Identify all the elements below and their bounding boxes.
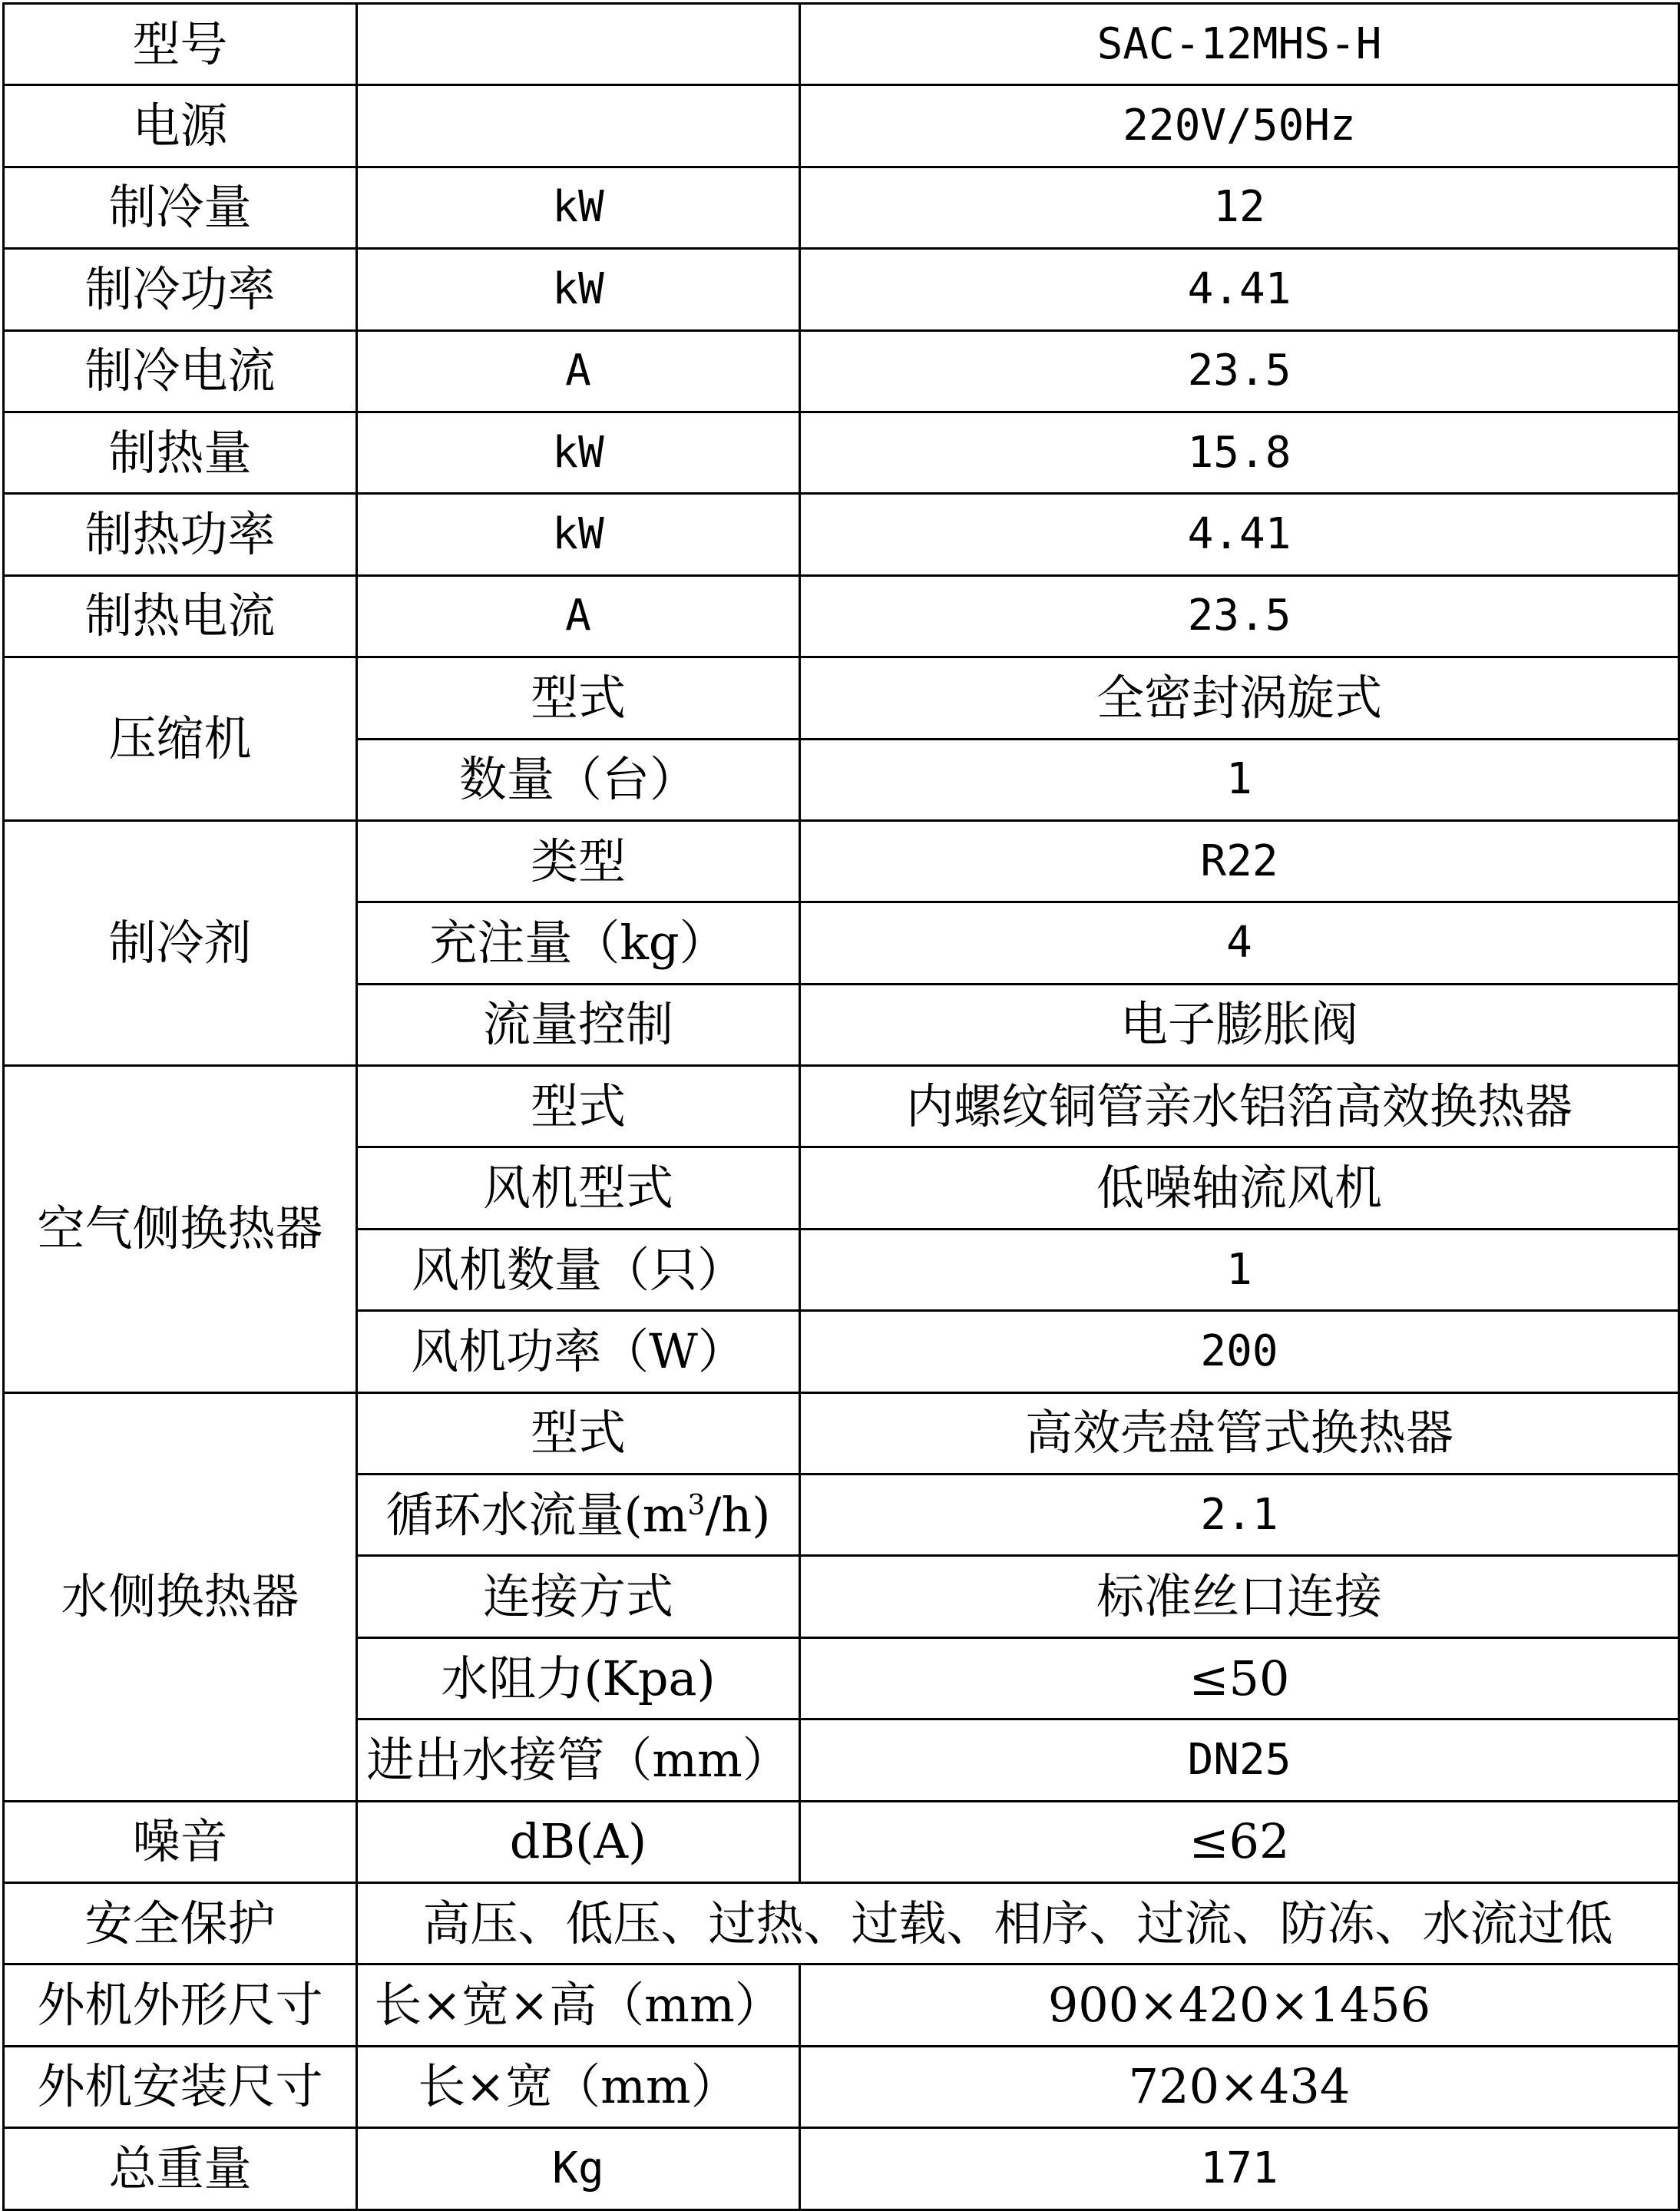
row-label: 制热电流 <box>4 575 357 657</box>
row-value: SAC-12MHS-H <box>800 4 1679 85</box>
table-row <box>4 494 1679 575</box>
table-row <box>4 4 1679 85</box>
row-label: 型号 <box>4 4 357 85</box>
row-value: 900×420×1456 <box>800 1964 1679 2046</box>
table-row <box>4 85 1679 167</box>
sub-value: 内螺纹铜管亲水铝箔高效换热器 <box>800 1066 1679 1147</box>
row-value: 220V/50Hz <box>800 85 1679 167</box>
row-label: 制冷电流 <box>4 330 357 412</box>
row-label: 制冷功率 <box>4 249 357 330</box>
row-value: 15.8 <box>800 412 1679 493</box>
row-unit <box>357 85 800 167</box>
sub-value: 全密封涡旋式 <box>800 657 1679 739</box>
table-row <box>4 330 1679 412</box>
row-unit: kW <box>357 167 800 248</box>
table-row <box>4 1964 1679 2046</box>
sub-value: 高效壳盘管式换热器 <box>800 1392 1679 1474</box>
row-unit: kW <box>357 249 800 330</box>
sub-label: 充注量（kg） <box>357 902 800 984</box>
sub-value: DN25 <box>800 1719 1679 1801</box>
row-label: 噪音 <box>4 1801 357 1882</box>
table-row <box>4 1066 1679 1147</box>
row-value: 23.5 <box>800 575 1679 657</box>
sub-value: 2.1 <box>800 1475 1679 1556</box>
sub-label: 进出水接管（mm） <box>357 1719 800 1801</box>
row-unit: dB(A) <box>357 1801 800 1882</box>
row-label: 制冷量 <box>4 167 357 248</box>
sub-label: 风机型式 <box>357 1147 800 1229</box>
sub-label: 型式 <box>357 1066 800 1147</box>
row-value: ≤62 <box>800 1801 1679 1882</box>
table-row <box>4 1882 1679 1964</box>
sub-value: 低噪轴流风机 <box>800 1147 1679 1229</box>
row-unit: A <box>357 330 800 412</box>
group-label-water-side-exchanger: 水侧换热器 <box>4 1392 357 1801</box>
table-row <box>4 820 1679 902</box>
row-unit <box>357 4 800 85</box>
sub-label: 型式 <box>357 657 800 739</box>
row-label: 外机外形尺寸 <box>4 1964 357 2046</box>
table-row <box>4 167 1679 248</box>
table-row <box>4 2046 1679 2127</box>
sub-value: R22 <box>800 820 1679 902</box>
row-value: 12 <box>800 167 1679 248</box>
sub-label: 流量控制 <box>357 984 800 1065</box>
label-text: 循环水流量(m <box>385 1486 688 1543</box>
sub-label: 类型 <box>357 820 800 902</box>
sub-value: 标准丝口连接 <box>800 1556 1679 1637</box>
row-label: 制热功率 <box>4 494 357 575</box>
sub-value: ≤50 <box>800 1637 1679 1719</box>
row-label: 外机安装尺寸 <box>4 2046 357 2127</box>
group-label-refrigerant: 制冷剂 <box>4 820 357 1065</box>
sub-value: 200 <box>800 1311 1679 1392</box>
sub-value: 4 <box>800 902 1679 984</box>
sub-label: 风机数量（只） <box>357 1229 800 1310</box>
row-label: 电源 <box>4 85 357 167</box>
label-text: /h) <box>705 1486 771 1543</box>
table-row <box>4 575 1679 657</box>
sub-label: 型式 <box>357 1392 800 1474</box>
sub-label: 数量（台） <box>357 739 800 820</box>
row-unit: A <box>357 575 800 657</box>
row-unit: kW <box>357 412 800 493</box>
row-unit: 长×宽（mm） <box>357 2046 800 2127</box>
row-value: 171 <box>800 2128 1679 2209</box>
group-label-compressor: 压缩机 <box>4 657 357 821</box>
table-row <box>4 249 1679 330</box>
row-label: 制热量 <box>4 412 357 493</box>
table-row <box>4 657 1679 739</box>
row-unit: Kg <box>357 2128 800 2209</box>
row-unit: kW <box>357 494 800 575</box>
sub-label-water-flow <box>357 1475 800 1556</box>
sub-label: 风机功率（W） <box>357 1311 800 1392</box>
table-row <box>4 412 1679 493</box>
sub-label: 连接方式 <box>357 1556 800 1637</box>
row-value: 4.41 <box>800 494 1679 575</box>
sub-value: 1 <box>800 1229 1679 1310</box>
row-value: 4.41 <box>800 249 1679 330</box>
sub-label: 水阻力(Kpa) <box>357 1637 800 1719</box>
superscript: 3 <box>687 1489 706 1521</box>
row-unit: 长×宽×高（mm） <box>357 1964 800 2046</box>
row-label: 总重量 <box>4 2128 357 2209</box>
table-row <box>4 2128 1679 2209</box>
row-label: 安全保护 <box>4 1882 357 1964</box>
group-label-air-side-exchanger: 空气侧换热器 <box>4 1066 357 1393</box>
sub-value: 1 <box>800 739 1679 820</box>
row-value: 23.5 <box>800 330 1679 412</box>
spec-table <box>2 2 1680 2211</box>
row-value: 720×434 <box>800 2046 1679 2127</box>
table-row <box>4 1801 1679 1882</box>
table-row <box>4 1392 1679 1474</box>
row-value-wide: 高压、低压、过热、过载、相序、过流、防冻、水流过低 <box>357 1882 1679 1964</box>
sub-value: 电子膨胀阀 <box>800 984 1679 1065</box>
